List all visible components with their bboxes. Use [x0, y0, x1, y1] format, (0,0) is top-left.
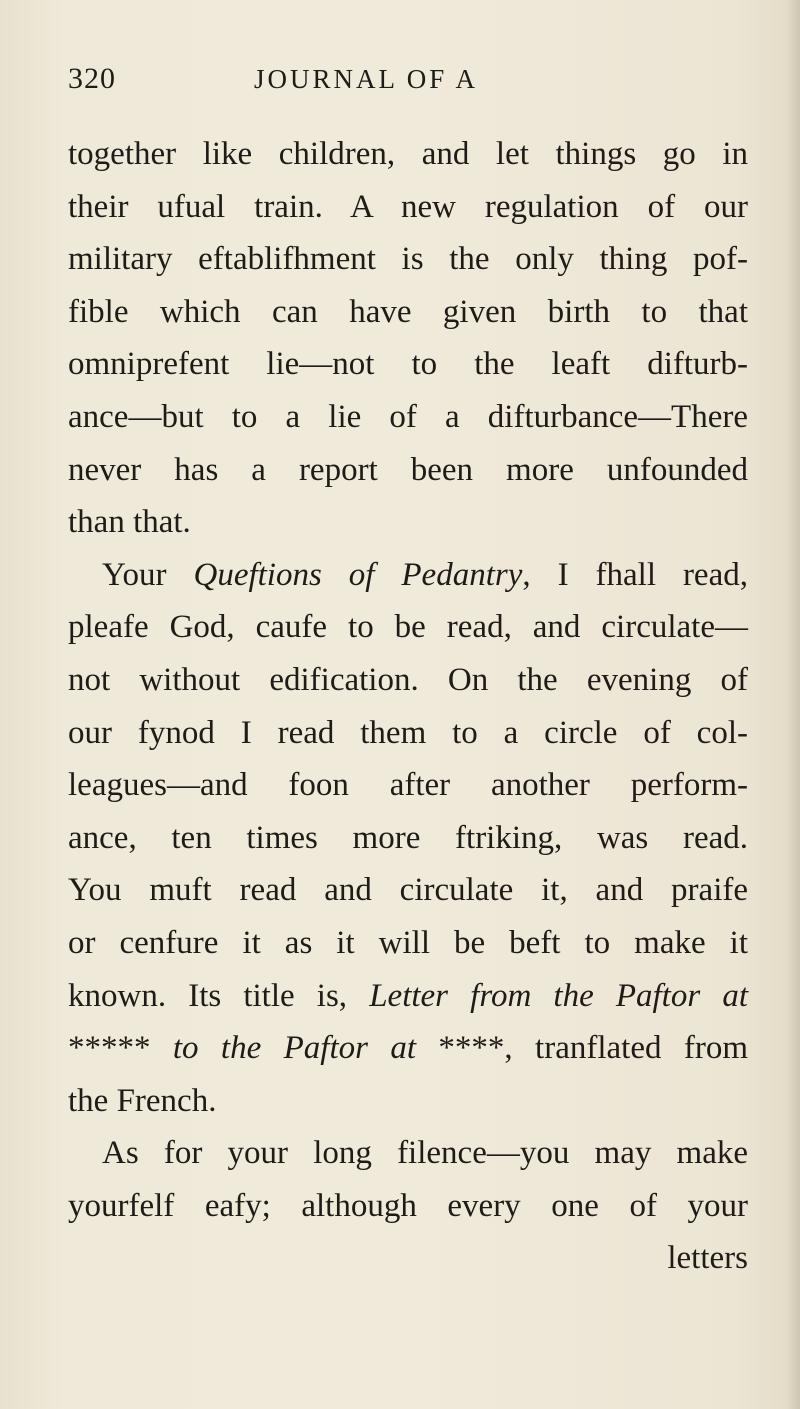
text-line: omniprefent lie—not to the leaft difturb- [68, 346, 748, 383]
text-line: yourfelf eafy; although every one of your [68, 1187, 748, 1224]
text-line: ance—but to a lie of a difturbance—There [68, 398, 748, 435]
book-title-italic: Queftions of Pedantry [193, 556, 523, 593]
text-line: As for your long filence—you may make [102, 1135, 748, 1172]
page-edge-shadow [786, 0, 800, 1409]
text-line [68, 1022, 748, 1075]
text-run: known. Its title is, [68, 977, 370, 1014]
text-line: military eftablifhment is the only thing pof- [68, 241, 748, 278]
catchword: letters [667, 1240, 748, 1277]
text-line: their ufual train. A new regulation of our [68, 188, 748, 225]
text-line: than that. [68, 504, 191, 541]
text-run: ***** [68, 1030, 151, 1067]
letter-title-italic: Letter from the Paftor at [369, 977, 748, 1014]
page-number: 320 [68, 62, 116, 95]
text-line: together like children, and let things go in [68, 136, 748, 172]
text-line [68, 549, 748, 602]
text-line: fible which can have given birth to that [68, 293, 748, 330]
text-line: our fynod I read them to a circle of col- [68, 714, 748, 751]
running-head [68, 62, 668, 102]
running-title: JOURNAL OF A [254, 64, 479, 94]
text-line [68, 970, 748, 1023]
text-run: Your [102, 556, 194, 593]
text-line: not without edification. On the evening of [68, 661, 748, 698]
letter-title-italic: to the Paftor at [150, 1030, 439, 1067]
text-run: ****, tranflated from [438, 1030, 748, 1067]
text-line: the French. [68, 1082, 217, 1119]
text-line: or cenfure it as it will be beft to make it [68, 924, 748, 961]
text-line: leagues—and foon after another perform- [68, 767, 748, 804]
text-line: pleafe God, caufe to be read, and circulate— [68, 609, 748, 646]
text-line: never has a report been more unfounded [68, 451, 748, 488]
text-line: You muft read and circulate it, and praife [68, 872, 748, 909]
body-text [68, 128, 748, 1285]
text-run: , I fhall read, [522, 556, 748, 593]
text-line: ance, ten times more ftriking, was read. [68, 819, 748, 856]
